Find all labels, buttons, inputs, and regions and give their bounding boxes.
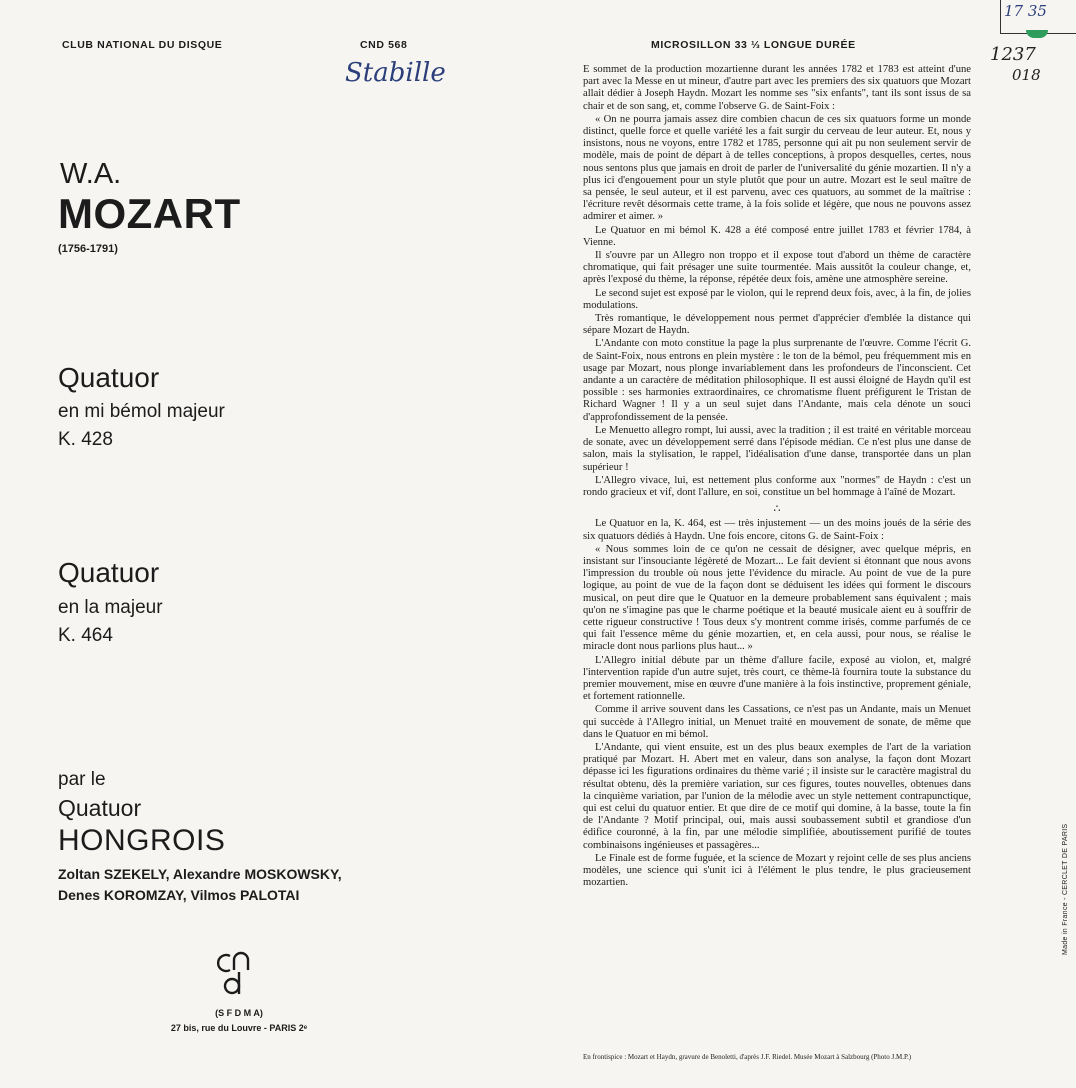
section-ornament: ∴	[773, 503, 781, 516]
publisher-society: (S F D M A)	[215, 1008, 263, 1018]
composer-dates: (1756-1791)	[58, 243, 118, 255]
work-1-title: Quatuor	[58, 362, 160, 393]
notes-paragraph: L'Allegro initial débute par un thème d'allure facile, exposé au violon, et, malgré l'intervention rapide d'un autre sujet, très court, ce thème-là fournira toute la substance du premier mouvement, mise en œuvre d'une manière à la fois instinctive, proprement géniale, et fortement rationnelle.	[583, 654, 971, 703]
notes-paragraph: « On ne pourra jamais assez dire combien chacun de ces six quatuors forme un monde distinct, quelle force et quelle variété les a fait surgir du cerveau de leur auteur. Et, nous y insistons, nous ne voyons, entre 1782 et 1785, personne qui ait pu non seulement servir de modèle, mais de point de départ à de telles conceptions, à propos desquelles, certes, nous nous sentons plus que jamais en droit de parler de l'universalité du génie mozartien. Il n'y a plus ici d'engouement pour un style plutôt que pour un autre. Mozart est le seul maître de sa pensée, le seul auteur, et il est parvenu, avec ces quatuors, au sommet de la maîtrise : l'écriture revêt désormais cette trame, à la fois solide et légère, que nous ne pouvons assez admirer et aimer. »	[583, 113, 971, 223]
notes-paragraph: Très romantique, le développement nous permet d'apprécier d'emblée la distance qui sépare Mozart de Haydn.	[583, 313, 971, 337]
notes-paragraph: « Nous sommes loin de ce qu'on ne cessait de désigner, avec quelque mépris, en insistant sur l'insouciante légèreté de Mozart... Le fait devient si étonnant que nous avons l'impression du trouble où nous jette l'évidence du miracle. Au point de vue de la pure logique, au point de vue de la façon dont se déduisent les idées qui forment le discours musical, on peut dire que le Quatuor en la demeure probablement sans équivalent ; mais qu'on ne s'imagine pas que le charme poétique et la beauté musicale aient eu à souffrir de cette rigueur constructive ! Tous deux s'y montrent comme irisés, comme parfumés de ce qui fait l'essence même du génie mozartien, et, en cela aussi, pour nous, se réalise le miracle dont nous parlions plus haut... »	[583, 543, 971, 653]
handwritten-corner-top: 17 35	[1004, 2, 1047, 20]
composer-name: MOZART	[58, 190, 241, 237]
notes-paragraph: L'Andante con moto constitue la page la plus surprenante de l'œuvre. Comme l'écrit G. de Saint-Foix, nous entrons en plein mystère : le ton de la bémol, peu fréquemment mis en usage par Mozart, nous plonge invariablement dans les profondeurs de l'inconscient. Cet andante a un caractère de méditation philosophique. Il est aussi éloigné de Haydn qu'il est possible : ses harmonies extraordinaires, ce chromatisme fluent préfigurent le Tristan de Richard Wagner ! Il y a un seul sujet dans l'Andante, mais cela dénote un souci d'approfondissement de la pensée.	[583, 338, 971, 423]
handwritten-signature: Stabille	[345, 58, 446, 88]
notes-paragraph: Comme il arrive souvent dans les Cassations, ce n'est pas un Andante, mais un Menuet qui succède à l'Allegro initial, un Menuet traité en mouvement de sonate, de même que dans le Quatuor en mi bémol.	[583, 704, 971, 740]
work-1-key: en mi bémol majeur	[58, 401, 225, 422]
composer-initials: W.A.	[60, 158, 122, 190]
notes-paragraph: Le Menuetto allegro rompt, lui aussi, avec la tradition ; il est traité en véritable morceau de sonate, avec un développement serré dans l'épisode médian. Ce n'est plus une danse de salon, mais la stylisation, le rappel, l'idéalisation d'une danse, transportée dans un plan supérieur !	[583, 424, 971, 473]
publisher-address: 27 bis, rue du Louvre - PARIS 2ᵉ	[170, 1023, 308, 1033]
handwritten-corner-code: 018	[1012, 66, 1041, 84]
label-name: CLUB NATIONAL DU DISQUE	[62, 39, 223, 51]
handwritten-corner-number: 1237	[990, 44, 1036, 65]
printer-credit: Made in France - CERCLET DE PARIS	[1062, 823, 1069, 955]
work-2-key: en la majeur	[58, 597, 163, 618]
work-2-catalog: K. 464	[58, 625, 113, 646]
corner-box-line	[1000, 0, 1001, 34]
notes-paragraph: Le Quatuor en la, K. 464, est — très injustement — un des moins joués de la série des six quatuors dédiés à Haydn. Une fois encore, citons G. de Saint-Foix :	[583, 518, 971, 542]
notes-paragraph: E sommet de la production mozartienne durant les années 1782 et 1783 est atteint d'une part avec la Messe en ut mineur, d'autre part avec les premiers des six quatuors que Mozart allait dédier à Joseph Haydn. Mozart les nomme ses "six enfants", tant ils sont issus de sa chair et de son sang, et, comme l'observe G. de Saint-Foix :	[583, 64, 971, 112]
performer-members-1: Zoltan SZEKELY, Alexandre MOSKOWSKY,	[58, 866, 342, 882]
performer-ensemble-2: HONGROIS	[58, 824, 226, 857]
performer-members-2: Denes KOROMZAY, Vilmos PALOTAI	[58, 887, 300, 903]
notes-paragraph: Le Finale est de forme fuguée, et la science de Mozart y rejoint celle de ses plus anciens modèles, une science qui s'unit ici à l'élément le plus tendre, le plus gracieusement mozartien.	[583, 852, 971, 889]
notes-paragraph: Le Quatuor en mi bémol K. 428 a été composé entre juillet 1783 et février 1784, à Vienne.	[583, 224, 971, 248]
notes-paragraph: Il s'ouvre par un Allegro non troppo et il expose tout d'abord un thème de caractère chromatique, qui fait présager une suite tourmentée. Mais aussitôt la couleur change, et, après l'exposé du thème, la réponse, répétée deux fois, amène une atmosphère sereine.	[583, 250, 971, 286]
performer-prefix: par le	[58, 769, 106, 790]
catalog-number: CND 568	[360, 39, 408, 51]
format-label: MICROSILLON 33 ⅓ LONGUE DURÉE	[651, 39, 856, 51]
green-sticker	[1026, 30, 1048, 38]
notes-paragraph: Le second sujet est exposé par le violon, qui le reprend deux fois, avec, à la fin, de jolies modulations.	[583, 287, 971, 311]
cnd-logo	[216, 950, 256, 998]
work-1-catalog: K. 428	[58, 429, 113, 450]
frontispice-caption: En frontispice : Mozart et Haydn, gravure de Benoletti, d'après J.F. Riedel. Musée Mozart à Salzbourg (Photo J.M.P.)	[583, 1053, 912, 1061]
work-2-title: Quatuor	[58, 557, 160, 588]
notes-paragraph: L'Andante, qui vient ensuite, est un des plus beaux exemples de l'art de la variation pratiqué par Mozart. H. Abert met en valeur, dans son analyse, la façon dont Mozart dépasse ici les figurations ordinaires du thème varié ; il insiste sur le caractère magistral du résultat obtenu, dès la première variation, sur ces figures, toutes nouvelles, obtenues dans la cinquième variation, par l'union de la mélodie avec un style nettement contrapunctique, qui est celui du quatuor entier. Et que dire de ce motif qui domine, à la basse, toute la fin de l'Andante ? Motif principal, oui, mais aussi soubassement subtil et grandiose d'un édifice couronné, à la fin, par une mélodie simplifiée, aboutissement purifié de toutes combinaisons ingénieuses et passagères...	[583, 741, 971, 851]
performer-ensemble-1: Quatuor	[58, 795, 142, 821]
liner-notes	[583, 64, 971, 890]
notes-paragraph: L'Allegro vivace, lui, est nettement plus conforme aux "normes" de Haydn : c'est un rondo gracieux et vif, dont l'allure, en soi, constitue un bel hommage à l'aîné de Mozart.	[583, 474, 971, 498]
